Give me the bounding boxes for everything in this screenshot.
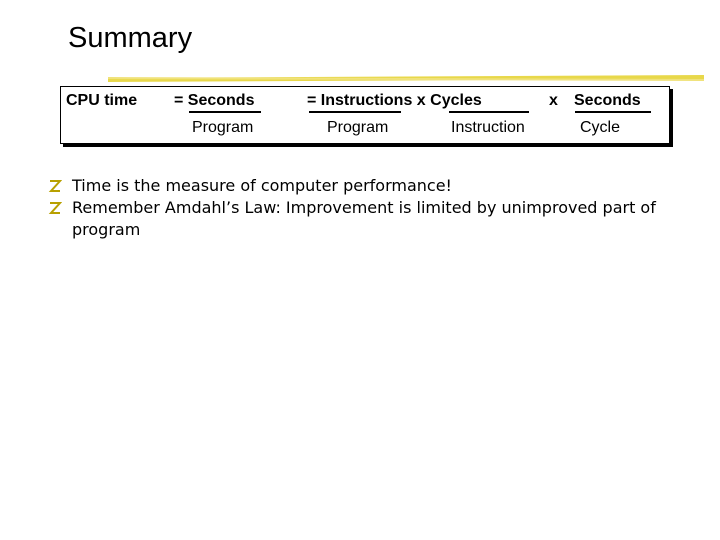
- cycle-denominator: Cycle: [580, 119, 621, 136]
- z-bullet-icon: [48, 201, 62, 215]
- seconds-numerator: = Seconds: [174, 92, 255, 109]
- fraction-bar-1: [189, 111, 261, 113]
- instructions-cycles-numerator: = Instructions x Cycles: [307, 92, 482, 109]
- seconds-numerator-2: Seconds: [574, 92, 641, 109]
- program-denominator-2: Program: [327, 119, 389, 136]
- yellow-brush-rule: [108, 74, 704, 84]
- bullet-list: [48, 175, 668, 241]
- fraction-bar-4: [575, 111, 651, 113]
- z-bullet-icon: [48, 179, 62, 193]
- program-denominator-1: Program: [192, 119, 254, 136]
- fraction-bar-2: [309, 111, 401, 113]
- formula-box: [60, 86, 670, 144]
- bullet-item: [48, 197, 668, 241]
- multiply-sign: x: [549, 92, 558, 109]
- fraction-bar-3: [449, 111, 529, 113]
- bullet-text: Remember Amdahl’s Law: Improvement is limited by unimproved part of program: [72, 198, 656, 239]
- bullet-item: [48, 175, 668, 197]
- bullet-text: Time is the measure of computer performance!: [72, 176, 452, 195]
- cpu-time-label: CPU time: [66, 92, 138, 109]
- slide-title: Summary: [68, 22, 193, 54]
- instruction-denominator: Instruction: [451, 119, 525, 136]
